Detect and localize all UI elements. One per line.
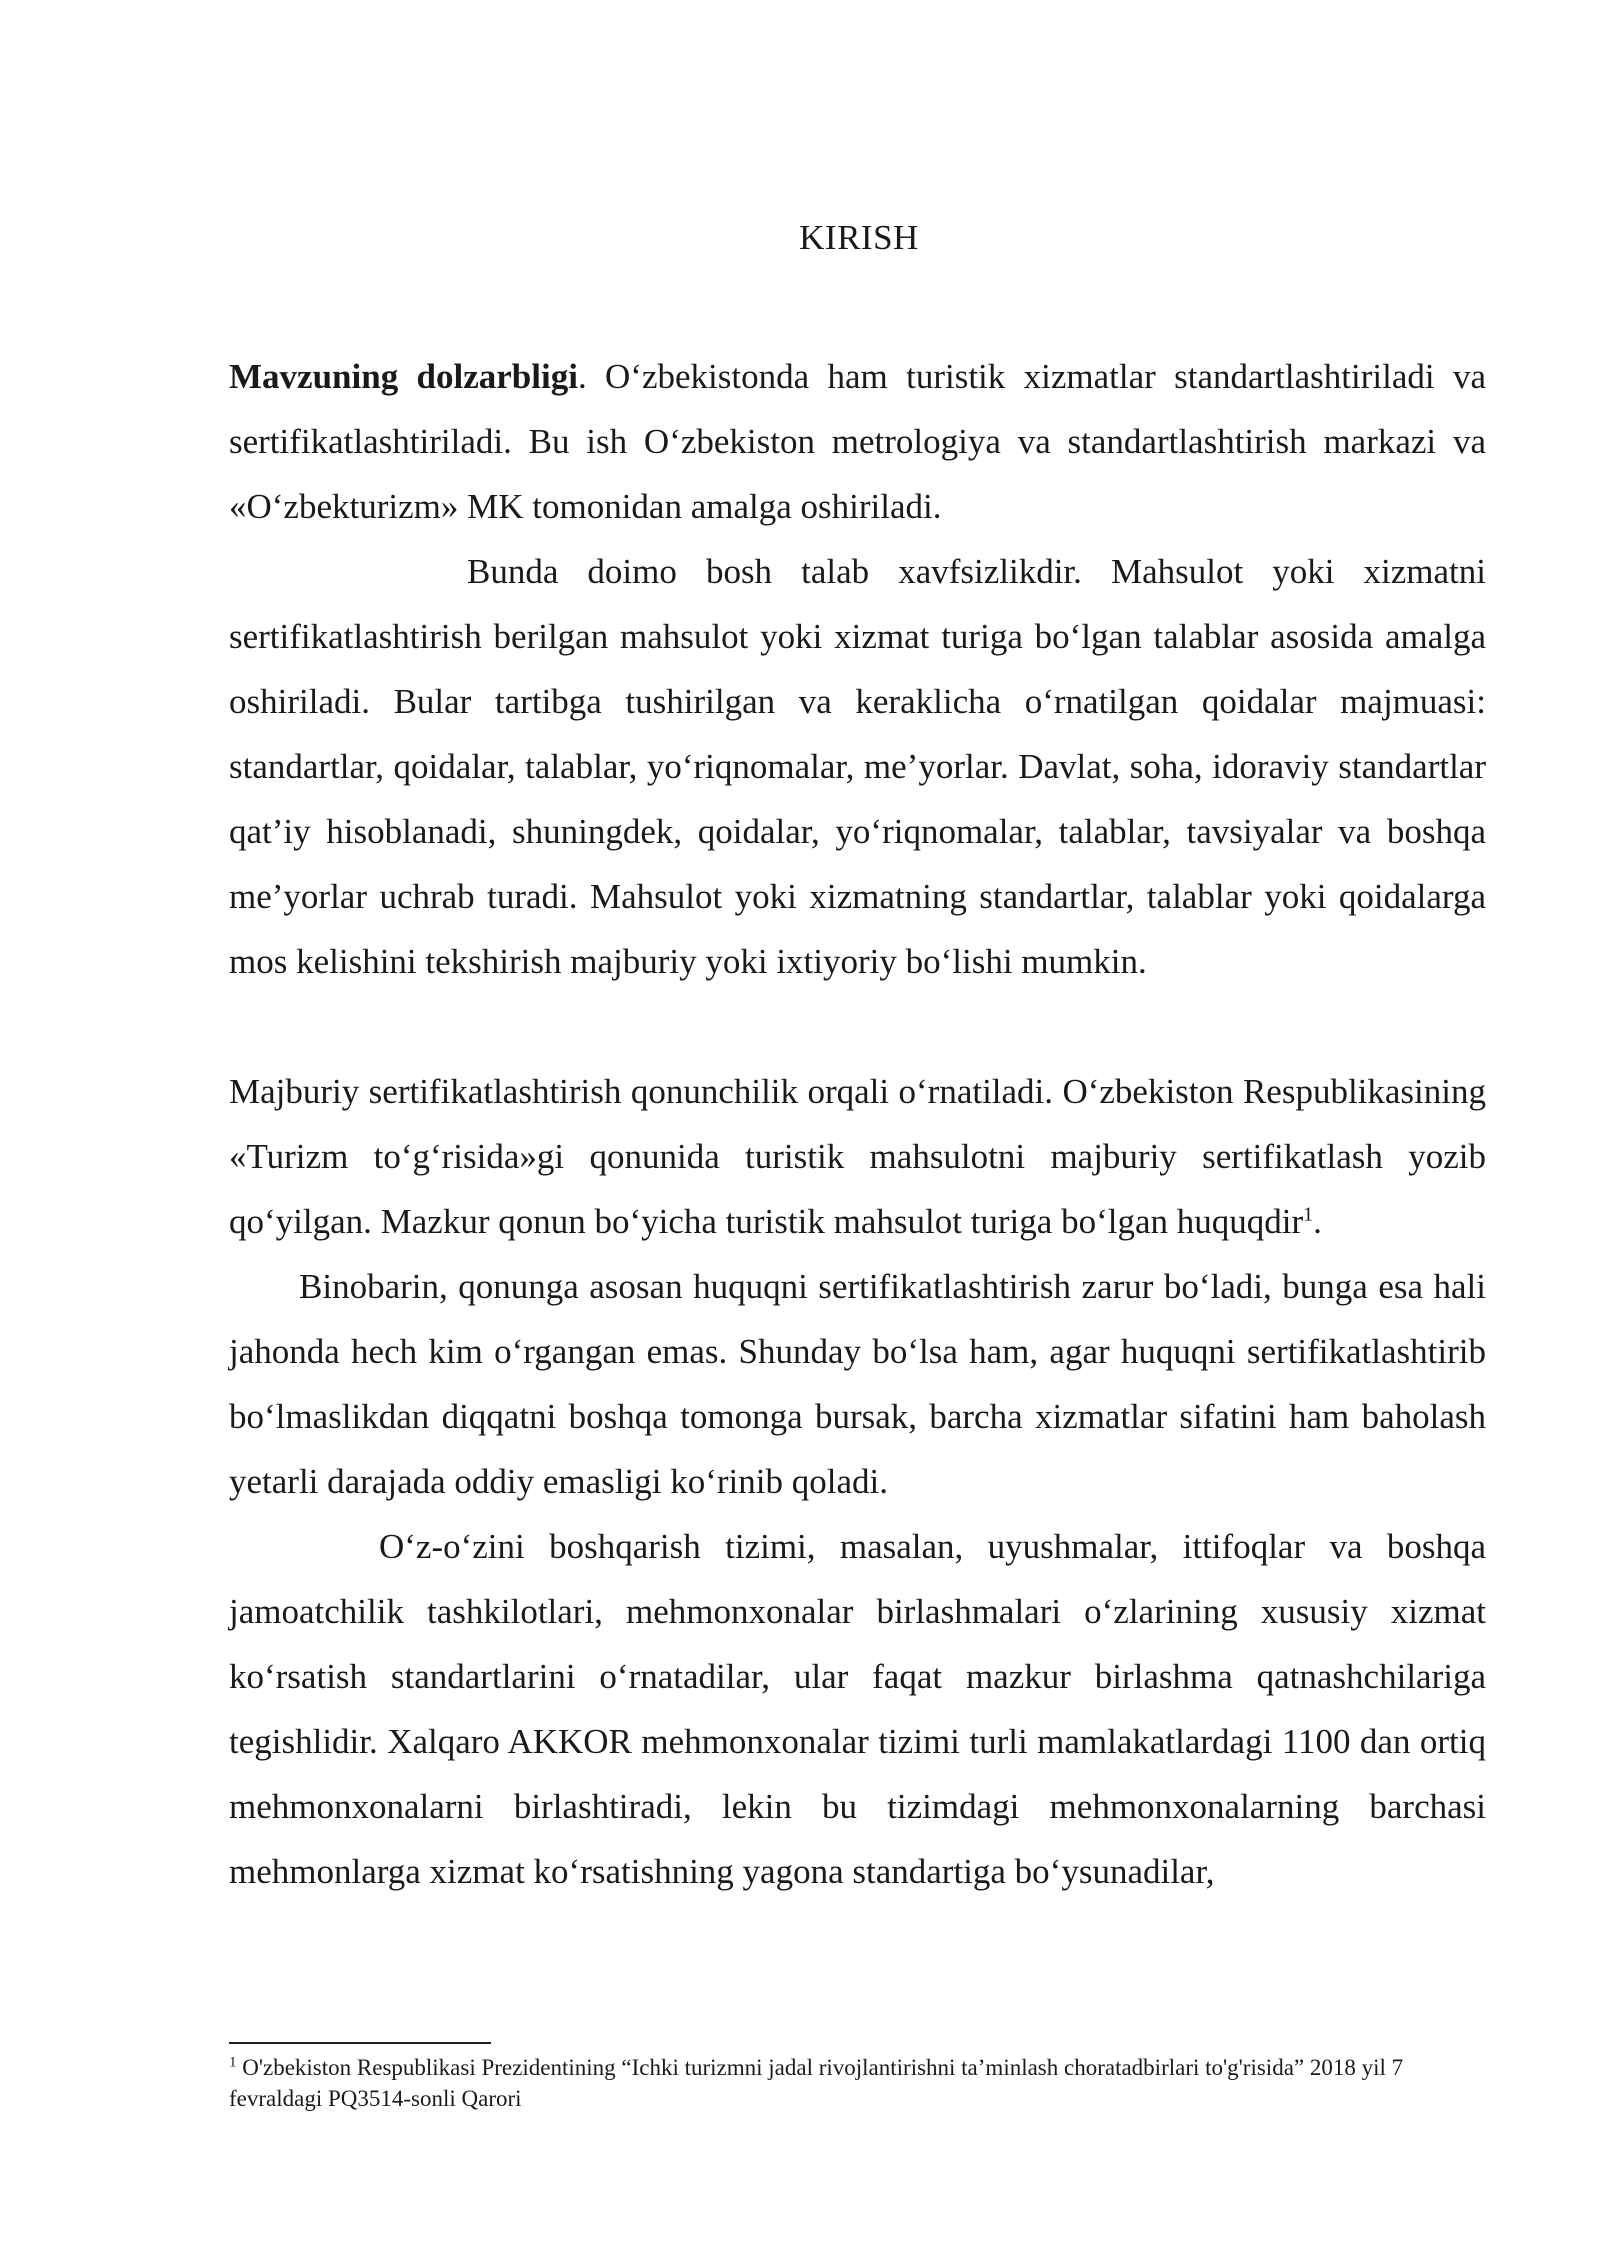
paragraph-safety: Bunda doimo bosh talab xavfsizlikdir. Mahsulot yoki xizmatni sertifikatlashtirish berilgan mahsulot yoki xizmat turiga bo‘lgan talablar asosida amalga oshiriladi. Bular tartibga tushirilgan va keraklicha o‘rnatilgan qoidalar majmuasi: standartlar, qoidalar, talablar, yo‘riqnomalar, me’yorlar. Davlat, soha, idoraviy standartlar qat’iy hisoblanadi, shuningdek, qoidalar, yo‘riqnomalar, talablar, tavsiyalar va boshqa me’yorlar uchrab turadi. Mahsulot yoki xizmatning standartlar, talablar yoki qoidalarga mos kelishini tekshirish majburiy yoki ixtiyoriy bo‘lishi mumkin. bbox=[229, 552, 1486, 981]
paragraph-therefore: Binobarin, qonunga asosan huquqni sertifikatlashtirish zarur bo‘ladi, bunga esa hali jahonda hech kim o‘rgangan emas. Shunday bo‘lsa ham, agar huquqni sertifikatlashtirib bo‘lmaslikdan diqqatni boshqa tomonga bursak, barcha xizmatlar sifatini ham baholash yetarli darajada oddiy emasligi ko‘rinib qoladi. bbox=[229, 1267, 1486, 1501]
footnote bbox=[229, 2052, 1486, 2114]
paragraph-text: Majburiy sertifikatlashtirish qonunchilik orqali o‘rnatiladi. O‘zbekiston Respublikasining «Turizm to‘g‘risida»gi qonunida turistik mahsulotni majburiy sertifikatlash yozib qo‘yilgan. Mazkur qonun bo‘yicha turistik mahsulot turiga bo‘lgan huquqdir bbox=[229, 1072, 1486, 1241]
paragraph-mandatory-certification bbox=[229, 1059, 1486, 1254]
paragraph-lead-bold: Mavzuning dolzarbligi bbox=[229, 357, 578, 396]
paragraph-end: . bbox=[1313, 1202, 1322, 1241]
body-text bbox=[229, 344, 1486, 1904]
paragraph-self-governance: O‘z-o‘zini boshqarish tizimi, masalan, uyushmalar, ittifoqlar va boshqa jamoatchilik tashkilotlari, mehmonxonalar birlashmalari o‘zlarining xususiy xizmat ko‘rsatish standartlarini o‘rnatadilar, ular faqat mazkur birlashma qatnashchilariga tegishlidir. Xalqaro AKKOR mehmonxonalar tizimi turli mamlakatlardagi 1100 dan ortiq mehmonxonalarni birlashtiradi, lekin bu tizimdagi mehmonxonalarning barchasi mehmonlarga xizmat ko‘rsatishning yagona standartiga bo‘ysunadilar, bbox=[229, 1527, 1486, 1891]
footnote-number: 1 bbox=[229, 2054, 237, 2071]
paragraph-text: . O‘zbekistonda ham turistik xizmatlar standartlashtiriladi va sertifikatlashtiriladi. Bu ish O‘zbekiston metrologiya va standartlashtirish markazi va «O‘zbekturizm» MK tomonidan amalga oshiriladi. bbox=[229, 357, 1486, 526]
footnote-text: O'zbekiston Respublikasi Prezidentining “Ichki turizmni jadal rivojlantirishni ta’minlash choratadbirlari to'g'risida” 2018 yil 7 fevraldagi PQ3514-sonli Qarori bbox=[229, 2055, 1404, 2111]
footnote-separator bbox=[229, 2042, 491, 2044]
paragraph-relevance bbox=[229, 344, 1486, 539]
footnote-reference: 1 bbox=[1303, 1203, 1314, 1226]
page-title: KIRISH bbox=[799, 218, 919, 257]
